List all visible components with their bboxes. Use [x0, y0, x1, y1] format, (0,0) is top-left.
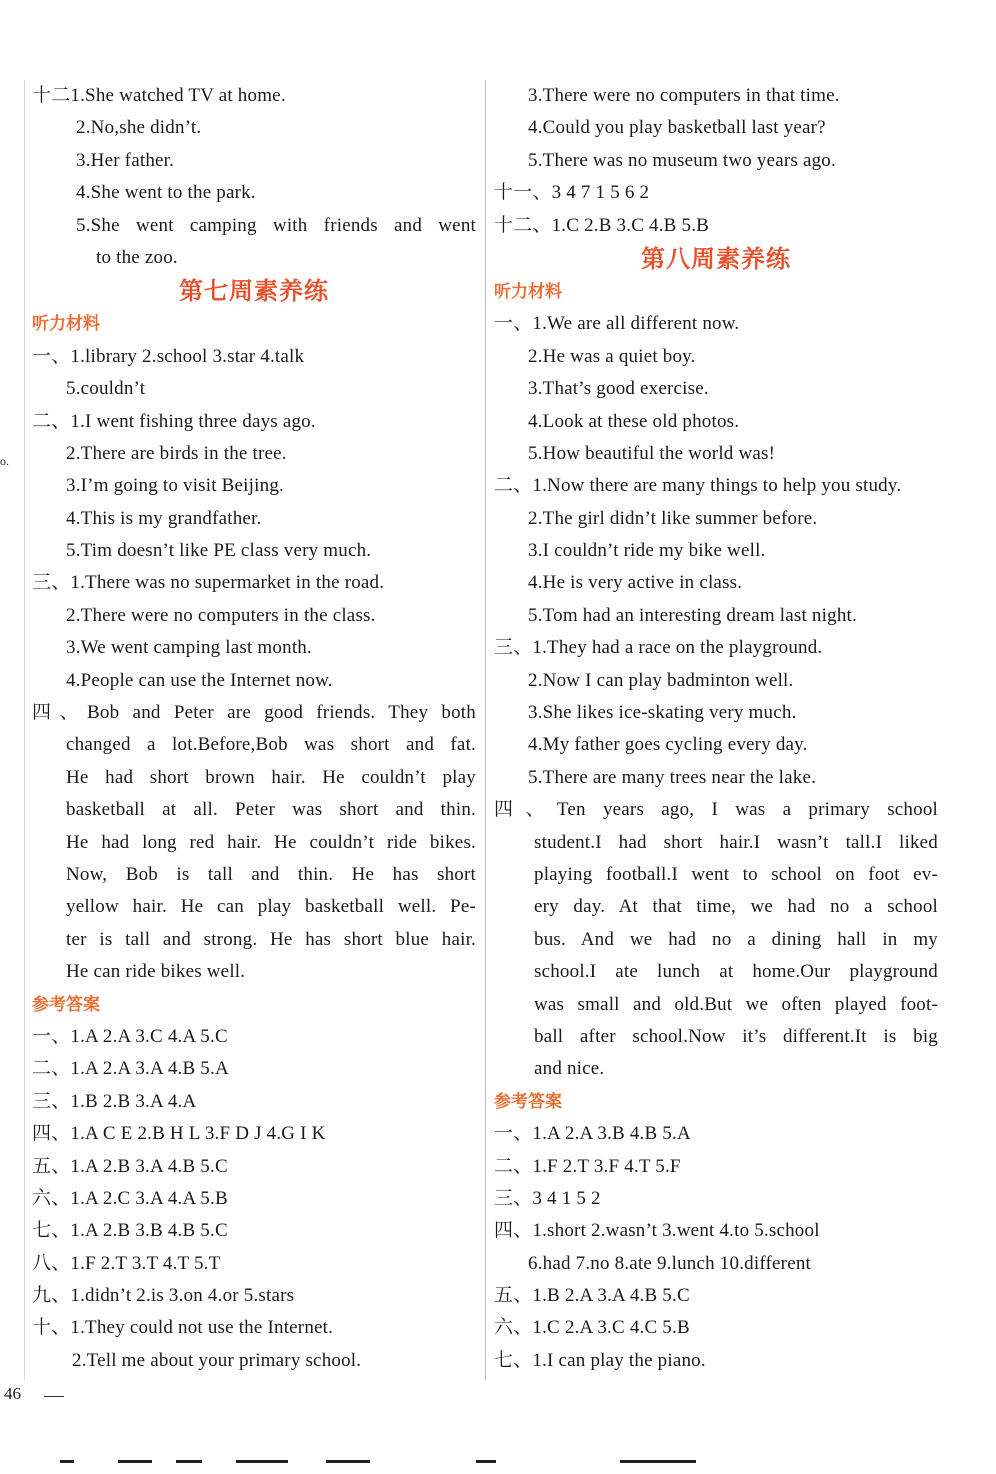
- crop-mark: [620, 1460, 696, 1463]
- text-line: 4.She went to the park.: [76, 182, 256, 204]
- text-line: school.I ate lunch at home.Our playground: [534, 961, 938, 983]
- text-line: 六、1.C 2.A 3.C 4.C 5.B: [494, 1317, 690, 1339]
- crop-mark: [326, 1460, 370, 1463]
- page-number-dash: [44, 1396, 64, 1397]
- text-line: student.I had short hair.I wasn’t tall.I liked: [534, 831, 938, 853]
- text-line: ery day. At that time, we had no a school: [534, 896, 938, 918]
- text-line: 十一、3 4 7 1 5 6 2: [494, 182, 650, 204]
- text-line: 三、3 4 1 5 2: [494, 1187, 601, 1209]
- text-line: basketball at all. Peter was short and thin.: [66, 799, 476, 821]
- text-line: 3.We went camping last month.: [66, 637, 312, 659]
- text-line: Now, Bob is tall and thin. He has short: [66, 863, 476, 885]
- text-line: He can ride bikes well.: [66, 961, 246, 983]
- column-divider: [485, 80, 486, 1380]
- text-line: 3.There were no computers in that time.: [528, 85, 840, 106]
- text-line: 4.Could you play basketball last year?: [528, 117, 826, 139]
- text-line: 九、1.didn’t 2.is 3.on 4.or 5.stars: [32, 1285, 295, 1307]
- text-line: 一、1.A 2.A 3.C 4.A 5.C: [32, 1025, 228, 1047]
- text-line: 5.There was no museum two years ago.: [528, 149, 836, 171]
- text-line: 十二、1.C 2.B 3.C 4.B 5.B: [494, 214, 710, 236]
- bottom-crop-marks: [0, 1460, 996, 1468]
- text-line: 5.Tom had an interesting dream last night.: [528, 604, 857, 626]
- text-line: 二、1.Now there are many things to help you study.: [494, 475, 902, 497]
- text-line: bus. And we had no a dining hall in my: [534, 928, 938, 950]
- text-line: ter is tall and strong. He has short blue hair.: [66, 928, 476, 950]
- text-line: 3.That’s good exercise.: [528, 378, 709, 400]
- text-line: 一、1.A 2.A 3.B 4.B 5.A: [494, 1123, 691, 1145]
- text-line: 三、1.There was no supermarket in the road.: [32, 572, 385, 594]
- text-line: ball after school.Now it’s different.It is big: [534, 1025, 938, 1047]
- text-line: 二、1.A 2.A 3.A 4.B 5.A: [32, 1058, 229, 1080]
- text-line: He had long red hair. He couldn’t ride bikes.: [66, 831, 476, 853]
- margin-mark: o.: [0, 454, 9, 468]
- text-line: 四、Bob and Peter are good friends. They both: [32, 702, 476, 724]
- text-line: playing football.I went to school on foot ev-: [534, 863, 938, 885]
- text-line: 5.Tim doesn’t like PE class very much.: [66, 540, 372, 562]
- left-margin-rule: [24, 80, 25, 1380]
- text-line: yellow hair. He can play basketball well. Pe-: [66, 896, 476, 918]
- section-heading: 听力材料: [494, 281, 562, 302]
- text-line: 4.People can use the Internet now.: [66, 669, 333, 691]
- text-line: 五、1.A 2.B 3.A 4.B 5.C: [32, 1155, 228, 1177]
- text-line: 2.No,she didn’t.: [76, 117, 202, 139]
- text-line: 五、1.B 2.A 3.A 4.B 5.C: [494, 1285, 690, 1307]
- text-line: 2.There were no computers in the class.: [66, 604, 376, 626]
- text-line: 4.This is my grandfather.: [66, 507, 262, 529]
- text-line: 2.Tell me about your primary school.: [72, 1349, 362, 1371]
- text-line: was small and old.But we often played foot-: [534, 993, 938, 1015]
- text-line: 2.He was a quiet boy.: [528, 345, 696, 367]
- text-line: 2.There are birds in the tree.: [66, 442, 287, 464]
- text-line: 3.She likes ice-skating very much.: [528, 702, 797, 724]
- left-column: [32, 80, 476, 1377]
- text-line: 4.He is very active in class.: [528, 572, 743, 594]
- text-line: 二、1.F 2.T 3.F 4.T 5.F: [494, 1155, 681, 1177]
- text-line: 十、1.They could not use the Internet.: [32, 1317, 334, 1339]
- text-line: 3.I couldn’t ride my bike well.: [528, 540, 766, 562]
- text-line: 5.couldn’t: [66, 378, 146, 400]
- crop-mark: [60, 1460, 74, 1463]
- text-line: 一、1.library 2.school 3.star 4.talk: [32, 345, 305, 367]
- section-title: 第八周素养练: [641, 244, 791, 273]
- text-line: 四、1.short 2.wasn’t 3.went 4.to 5.school: [494, 1220, 820, 1242]
- page-number: 46: [4, 1384, 21, 1403]
- text-line: 七、1.A 2.B 3.B 4.B 5.C: [32, 1220, 228, 1242]
- text-line: 4.My father goes cycling every day.: [528, 734, 808, 756]
- text-line: 十二1.She watched TV at home.: [32, 85, 286, 106]
- text-line: 4.Look at these old photos.: [528, 410, 740, 432]
- section-heading: 听力材料: [32, 314, 100, 335]
- crop-mark: [236, 1460, 288, 1463]
- text-line: changed a lot.Before,Bob was short and fat.: [66, 734, 476, 756]
- text-line: 6.had 7.no 8.ate 9.lunch 10.different: [528, 1252, 812, 1274]
- text-line: 2.The girl didn’t like summer before.: [528, 507, 818, 529]
- section-title: 第七周素养练: [179, 277, 329, 306]
- text-line: 2.Now I can play badminton well.: [528, 669, 794, 691]
- section-heading: 参考答案: [494, 1091, 562, 1112]
- crop-mark: [176, 1460, 202, 1463]
- text-line: 三、1.They had a race on the playground.: [494, 637, 823, 659]
- text-line: 5.How beautiful the world was!: [528, 442, 776, 464]
- text-line: 三、1.B 2.B 3.A 4.A: [32, 1090, 197, 1112]
- text-line: 一、1.We are all different now.: [494, 313, 740, 335]
- right-column: [494, 80, 938, 1377]
- text-line: 七、1.I can play the piano.: [494, 1349, 706, 1371]
- text-line: 八、1.F 2.T 3.T 4.T 5.T: [32, 1252, 221, 1274]
- text-line: 二、1.I went fishing three days ago.: [32, 410, 316, 432]
- text-line: to the zoo.: [96, 246, 178, 268]
- crop-mark: [476, 1460, 496, 1463]
- text-line: He had short brown hair. He couldn’t play: [66, 766, 476, 788]
- text-line: 四、Ten years ago, I was a primary school: [494, 799, 938, 821]
- section-heading: 参考答案: [32, 994, 100, 1015]
- text-line: 5.There are many trees near the lake.: [528, 766, 817, 788]
- text-line: 5.She went camping with friends and went: [76, 214, 476, 236]
- text-line: 六、1.A 2.C 3.A 4.A 5.B: [32, 1187, 228, 1209]
- crop-mark: [118, 1460, 152, 1463]
- text-line: and nice.: [534, 1058, 605, 1080]
- text-line: 3.Her father.: [76, 149, 175, 171]
- text-line: 四、1.A C E 2.B H L 3.F D J 4.G I K: [32, 1123, 326, 1145]
- text-line: 3.I’m going to visit Beijing.: [66, 475, 284, 497]
